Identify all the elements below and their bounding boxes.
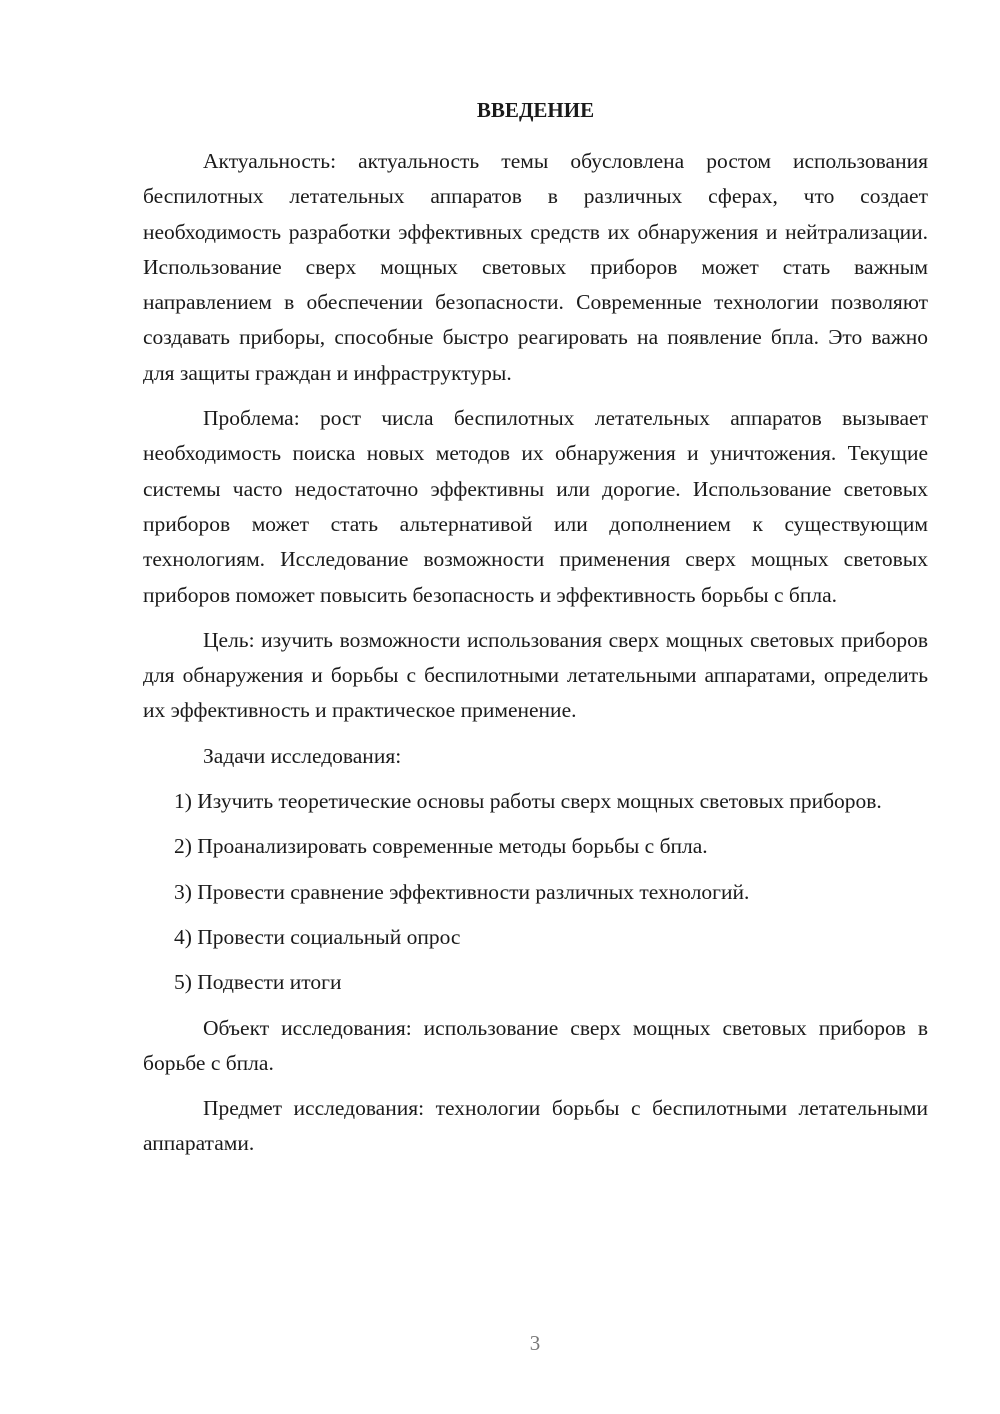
problem-paragraph: Проблема: рост числа беспилотных летательных аппаратов вызывает необходимость поиска новых методов их обнаружения и уничтожения. Текущие системы часто недостаточно эффективны или дорогие. Использование световых приборов может стать альтернативой или дополнением к существующим технологиям. Исследование возможности применения сверх мощных световых приборов поможет повысить безопасность и эффективность борьбы с бпла. — [143, 406, 928, 607]
task-item: 2) Проанализировать современные методы борьбы с бпла. — [174, 834, 708, 859]
document-page — [143, 92, 928, 1172]
page-number: 3 — [529, 1331, 541, 1355]
section-title: ВВЕДЕНИЕ — [476, 98, 595, 122]
goal-paragraph: Цель: изучить возможности использования сверх мощных световых приборов для обнаружения и борьбы с беспилотными летательными аппаратами, определить их эффективность и практическое применение. — [143, 627, 928, 723]
relevance-paragraph: Актуальность: актуальность темы обусловлена ростом использования беспилотных летательных аппаратов в различных сферах, что создает необходимость разработки эффективных средств их обнаружения и нейтрализации. Использование сверх мощных световых приборов может стать важным направлением в обеспечении безопасности. Современные технологии позволяют создавать приборы, способные быстро реагировать на появление бпла. Это важно для защиты граждан и инфраструктуры. — [143, 149, 928, 385]
subject-paragraph: Предмет исследования: технологии борьбы с беспилотными летательными аппаратами. — [143, 1096, 928, 1156]
task-item: 5) Подвести итоги — [174, 970, 342, 995]
tasks-heading: Задачи исследования: — [203, 743, 402, 768]
task-item: 3) Провести сравнение эффективности различных технологий. — [174, 879, 750, 904]
task-item: 1) Изучить теоретические основы работы сверх мощных световых приборов. — [174, 789, 882, 814]
task-item: 4) Провести социальный опрос — [174, 924, 461, 949]
object-paragraph: Объект исследования: использование сверх мощных световых приборов в борьбе с бпла. — [143, 1015, 928, 1075]
